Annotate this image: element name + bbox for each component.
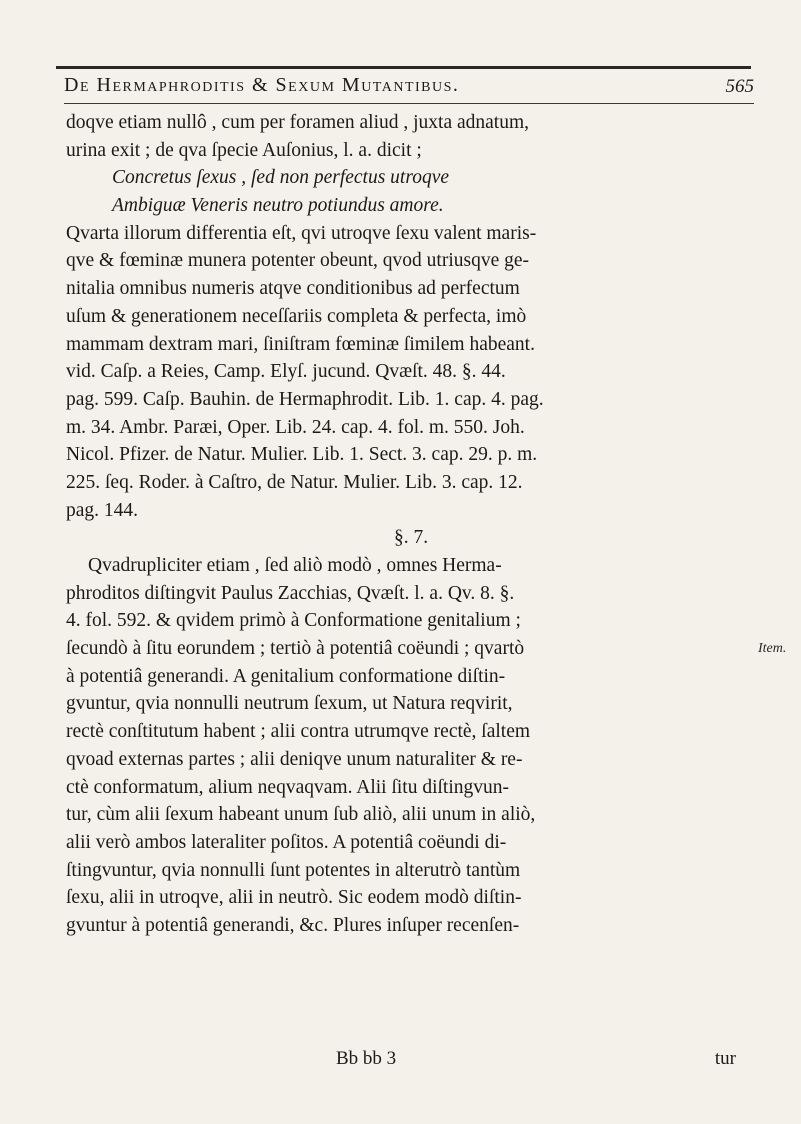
text-line: m. 34. Ambr. Paræi, Oper. Lib. 24. cap. 4. fol. m. 550. Joh. — [66, 416, 525, 438]
running-head: De Hermaphroditis & Sexum Mutantibus. — [64, 74, 460, 96]
text-line: pag. 599. Caſp. Bauhin. de Hermaphrodit. Lib. 1. cap. 4. pag. — [66, 388, 544, 410]
text-line: urina exit ; de qva ſpecie Auſonius, l. a. dicit ; — [66, 139, 422, 161]
page-number: 565 — [725, 76, 754, 97]
text-line: mammam dextram mari, ſiniſtram fœminæ ſimilem habeant. — [66, 333, 535, 355]
signature-mark: Bb bb 3 — [336, 1048, 397, 1069]
text-line: vid. Caſp. a Reies, Camp. Elyſ. jucund. Qvæſt. 48. §. 44. — [66, 361, 506, 383]
top-rule — [56, 66, 751, 69]
text-line: alii verò ambos lateraliter poſitos. A potentiâ coëundi di- — [66, 831, 507, 853]
text-line: Qvarta illorum differentia eſt, qvi utroqve ſexu valent maris- — [66, 222, 537, 244]
section-number: §. 7. — [393, 527, 429, 549]
body-text — [66, 109, 756, 940]
page-header — [64, 74, 754, 104]
text-line: pag. 144. — [66, 499, 139, 521]
text-line: ctè conformatum, alium neqvaqvam. Alii ſitu diſtingvun- — [66, 776, 509, 798]
verse-line: Concretus ſexus , ſed non perfectus utroqve — [112, 167, 450, 189]
text-line: ſexu, alii in utroqve, alii in neutrò. Sic eodem modò diſtin- — [66, 887, 522, 909]
text-line: phroditos diſtingvit Paulus Zacchias, Qvæſt. l. a. Qv. 8. §. — [66, 582, 515, 604]
text-line: ſecundò à ſitu eorundem ; tertiò à potentiâ coëundi ; qvartò — [66, 638, 525, 660]
text-line: tur, cùm alii ſexum habeant unum ſub aliò, alii unum in aliò, — [66, 804, 536, 826]
text-line: Nicol. Pfizer. de Natur. Mulier. Lib. 1. Sect. 3. cap. 29. p. m. — [66, 444, 538, 466]
header-rule — [64, 103, 754, 104]
text-line: nitalia omnibus numeris atqve conditionibus ad perfectum — [66, 278, 520, 300]
text-line: doqve etiam nullô , cum per foramen aliud , juxta adnatum, — [66, 112, 529, 133]
text-line: Qvadrupliciter etiam , ſed aliò modò , omnes Herma- — [88, 555, 502, 576]
text-line: 4. fol. 592. & qvidem primò à Conformatione genitalium ; — [66, 610, 521, 632]
margin-note: Item. — [758, 641, 787, 656]
text-line: qve & fœminæ munera potenter obeunt, qvod utriusqve ge- — [66, 250, 530, 272]
text-line: uſum & generationem neceſſariis completa & perfecta, imò — [66, 305, 527, 327]
text-line: à potentiâ generandi. A genitalium conformatione diſtin- — [66, 665, 506, 687]
text-line: gvuntur, qvia nonnulli neutrum ſexum, ut Natura reqvirit, — [66, 693, 513, 715]
text-line: rectè conſtitutum habent ; alii contra utrumqve rectè, ſaltem — [66, 721, 531, 743]
catchword: tur — [714, 1048, 736, 1069]
text-line: ſtingvuntur, qvia nonnulli ſunt potentes in alterutrò tantùm — [66, 859, 521, 881]
signature-line — [66, 1048, 756, 1075]
verse-line: Ambiguæ Veneris neutro potiundus amore. — [112, 195, 444, 217]
text-line: gvuntur à potentiâ generandi, &c. Plures inſuper recenſen- — [66, 914, 520, 936]
text-line: 225. ſeq. Roder. à Caſtro, de Natur. Mulier. Lib. 3. cap. 12. — [66, 471, 523, 493]
text-line: qvoad externas partes ; alii deniqve unum naturaliter & re- — [66, 748, 523, 770]
